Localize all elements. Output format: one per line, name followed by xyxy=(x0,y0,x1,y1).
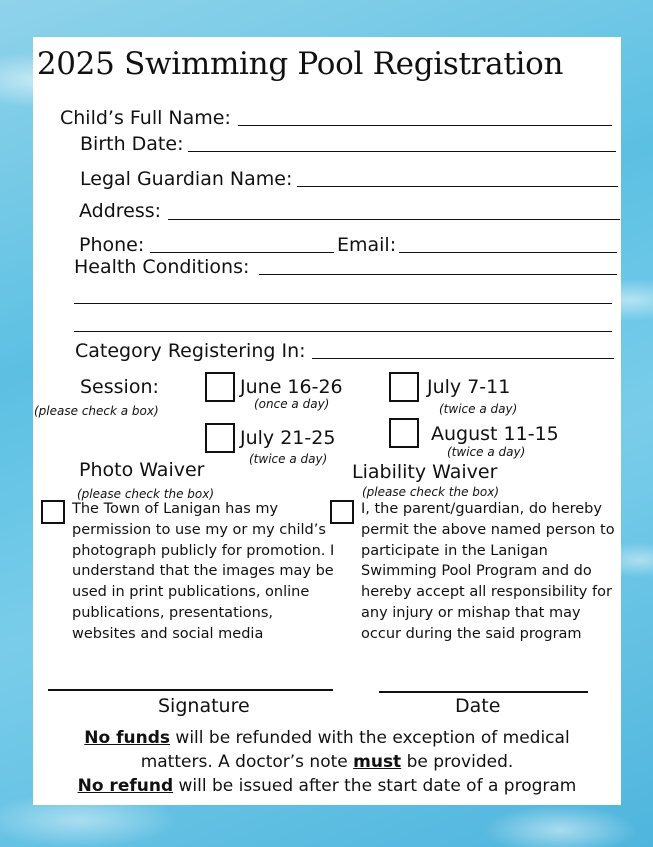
refund-policy-line-1 xyxy=(33,728,621,748)
address-label: Address: xyxy=(79,200,162,222)
session-july-21-frequency: (twice a day) xyxy=(249,452,328,466)
refund-policy-text-3: will be issued after the start date of a program xyxy=(173,776,577,796)
session-june-frequency: (once a day) xyxy=(254,397,330,411)
phone-label: Phone: xyxy=(79,234,145,256)
no-funds-emphasis: No funds xyxy=(84,728,171,748)
session-august-label: August 11-15 xyxy=(431,423,559,445)
session-july-7-frequency: (twice a day) xyxy=(439,402,518,416)
birth-date-label: Birth Date: xyxy=(80,133,184,155)
session-july-21-checkbox[interactable] xyxy=(205,423,235,453)
address-field[interactable] xyxy=(168,219,620,220)
guardian-name-field[interactable] xyxy=(297,186,618,187)
signature-label: Signature xyxy=(158,695,250,717)
health-conditions-line-2[interactable] xyxy=(74,303,612,304)
session-august-checkbox[interactable] xyxy=(389,418,419,448)
liability-waiver-text: I, the parent/guardian, do hereby permit the above named person to participate in the Lanigan Swimming Pool Program and do hereby accept all responsibility for any injury or mishap that may occur during the said program xyxy=(361,501,615,642)
health-conditions-label: Health Conditions: xyxy=(74,256,250,278)
liability-waiver-title: Liability Waiver xyxy=(352,461,498,483)
category-label: Category Registering In: xyxy=(75,340,306,362)
session-july-21-label: July 21-25 xyxy=(240,427,336,449)
session-note: (please check a box) xyxy=(34,404,159,418)
refund-policy-text-2a: matters. A doctor’s note xyxy=(140,752,354,772)
must-emphasis: must xyxy=(353,752,402,772)
health-conditions-line-3[interactable] xyxy=(74,331,612,332)
session-july-7-label: July 7-11 xyxy=(427,376,511,398)
signature-field[interactable] xyxy=(48,689,333,691)
photo-waiver-checkbox[interactable] xyxy=(41,500,65,524)
no-refund-emphasis: No refund xyxy=(77,776,174,796)
photo-waiver-note: (please check the box) xyxy=(77,487,215,501)
date-label: Date xyxy=(455,695,501,717)
liability-waiver-note: (please check the box) xyxy=(362,485,500,499)
guardian-name-label: Legal Guardian Name: xyxy=(80,168,293,190)
refund-policy-line-3 xyxy=(33,776,621,796)
health-conditions-field[interactable] xyxy=(259,274,617,275)
date-field[interactable] xyxy=(379,691,588,693)
refund-policy-text-1: will be refunded with the exception of medical xyxy=(170,728,570,748)
child-name-label: Child’s Full Name: xyxy=(60,107,231,129)
child-name-field[interactable] xyxy=(238,125,612,126)
email-label: Email: xyxy=(337,234,397,256)
phone-field[interactable] xyxy=(150,252,334,253)
session-july-7-checkbox[interactable] xyxy=(389,372,419,402)
refund-policy-line-2 xyxy=(33,752,621,772)
refund-policy-text-2b: be provided. xyxy=(401,752,514,772)
birth-date-field[interactable] xyxy=(188,151,616,152)
email-field[interactable] xyxy=(399,252,617,253)
session-june-checkbox[interactable] xyxy=(205,372,235,402)
photo-waiver-text: The Town of Lanigan has my permission to use my or my child’s photograph publicly for promotion. I understand that the images may be used in print publications, online publications, presentations, websites and social media xyxy=(72,501,335,642)
form-title: 2025 Swimming Pool Registration xyxy=(36,46,564,82)
session-label: Session: xyxy=(80,376,159,398)
liability-waiver-checkbox[interactable] xyxy=(330,500,354,524)
session-june-label: June 16-26 xyxy=(240,376,343,398)
photo-waiver-title: Photo Waiver xyxy=(79,459,205,481)
session-august-frequency: (twice a day) xyxy=(447,445,526,459)
category-field[interactable] xyxy=(312,358,614,359)
